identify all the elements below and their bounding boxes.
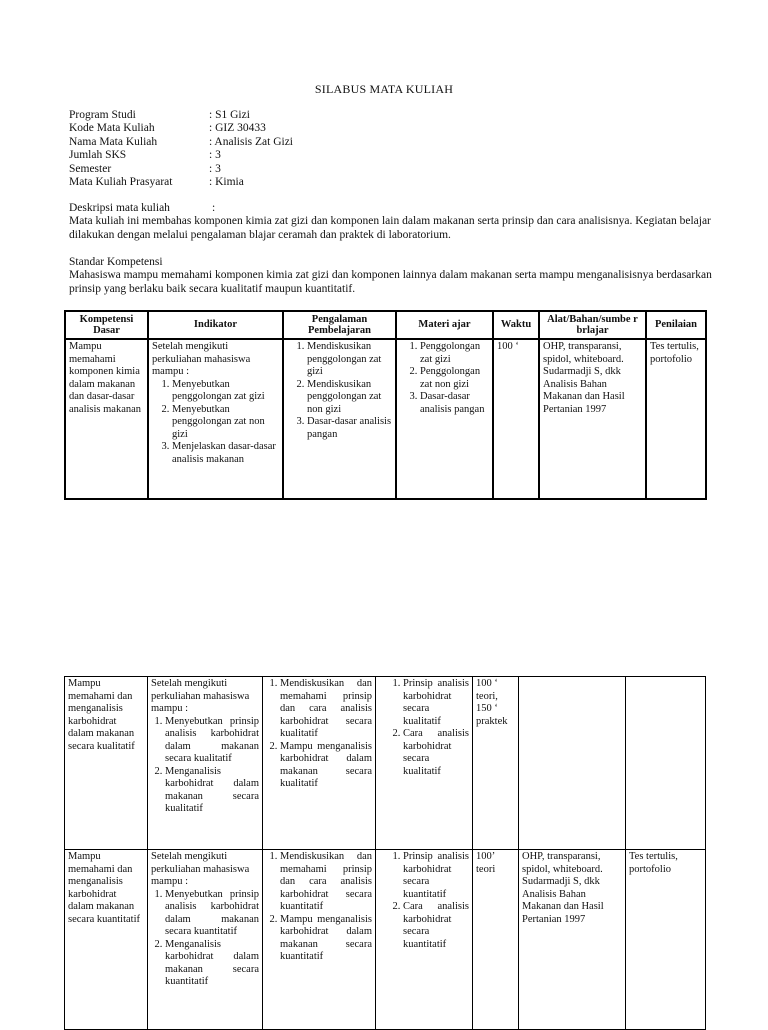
description-text: Mata kuliah ini membahas komponen kimia zat gizi dan komponen lain dalam makanan serta prinsip dan cara analisisnya. Kegiatan belajar dilakukan dengan melalui pengalaman blajar ceramah dan praktek di laboratorium. <box>69 215 711 241</box>
pengalaman-cell <box>283 339 396 499</box>
prasyarat-value: : Kimia <box>209 176 244 189</box>
list-item: 1. Mendiskusikan dan memahami prinsip dan cara analisis karbohidrat secara kualitatif <box>280 678 372 741</box>
penilaian-cell: Tes tertulis, portofolio <box>646 339 706 499</box>
header-waktu: Waktu <box>493 311 539 339</box>
list-item: 2. Menganalisis karbohidrat dalam makanan secara kualitatif <box>165 766 259 816</box>
pengalaman-list <box>266 851 372 964</box>
list-item: 1. Menyebutkan prinsip analisis karbohidrat dalam makanan secara kuantitatif <box>165 889 259 939</box>
semester-value: : 3 <box>209 162 221 175</box>
kompetensi-cell: Mampu memahami dan menganalisis karbohidrat dalam makanan secara kuantitatif <box>65 850 148 1030</box>
header-pengalaman: Pengalaman Pembelajaran <box>283 311 396 339</box>
list-item: 2. Mampu menganalisis karbohidrat dalam makanan secara kualitatif <box>280 741 372 791</box>
list-item: 2. Menyebutkan penggolongan zat non gizi <box>172 404 279 442</box>
list-item: 1. Mendiskusikan dan memahami prinsip dan cara analisis karbohidrat secara kuantitatif <box>280 851 372 914</box>
materi-cell <box>376 850 473 1030</box>
course-info-row <box>69 136 293 149</box>
alat-cell <box>519 677 626 850</box>
semester-label: Semester <box>69 162 112 175</box>
pengalaman-list <box>266 678 372 791</box>
list-item: 2. Mendiskusikan penggolongan zat non gizi <box>307 379 392 417</box>
materi-cell <box>376 677 473 850</box>
nama-value: : Analisis Zat Gizi <box>209 135 294 148</box>
list-item: 1. Prinsip analisis karbohidrat secara kuantitatif <box>403 851 469 901</box>
waktu-cell: 100 ‘ teori, 150 ‘ praktek <box>473 677 519 850</box>
list-item: 2. Cara analisis karbohidrat secara kuantitatif <box>403 901 469 951</box>
course-info-row <box>69 122 293 135</box>
indikator-cell <box>148 339 283 499</box>
list-item: 2. Mampu menganalisis karbohidrat dalam makanan secara kuantitatif <box>280 914 372 964</box>
course-info-row <box>69 149 293 162</box>
indikator-intro: Setelah mengikuti perkuliahan mahasiswa mampu : <box>151 851 250 887</box>
kode-value: : GIZ 30433 <box>209 122 266 135</box>
indikator-intro: Setelah mengikuti perkuliahan mahasiswa mampu : <box>152 341 251 377</box>
pengalaman-cell <box>263 677 376 850</box>
header-penilaian: Penilaian <box>646 311 706 339</box>
list-item: 1. Prinsip analisis karbohidrat secara kualitatif <box>403 678 469 728</box>
penilaian-cell <box>626 677 706 850</box>
waktu-cell: 100’ teori <box>473 850 519 1030</box>
kompetensi-cell: Mampu memahami dan menganalisis karbohidrat dalam makanan secara kualitatif <box>65 677 148 850</box>
description-colon: : <box>211 202 216 214</box>
sks-value: : 3 <box>209 149 221 162</box>
sks-label: Jumlah SKS <box>69 149 127 162</box>
materi-list <box>400 341 489 416</box>
list-item: 1. Mendiskusikan penggolongan zat gizi <box>307 341 392 379</box>
indikator-list <box>151 889 259 989</box>
alat-cell: OHP, transparansi, spidol, whiteboard. Sudarmadji S, dkk Analisis Bahan Makanan dan Hasil Pertanian 1997 <box>519 850 626 1030</box>
materi-list <box>379 678 469 778</box>
course-info <box>69 109 293 189</box>
list-item: 2. Cara analisis karbohidrat secara kualitatif <box>403 728 469 778</box>
list-item: 1. Menyebutkan prinsip analisis karbohidrat dalam makanan secara kualitatif <box>165 716 259 766</box>
list-item: 3. Dasar-dasar analisis pangan <box>307 416 392 441</box>
competency-text: Mahasiswa mampu memahami komponen kimia zat gizi dan komponen lainnya dalam makanan serta mampu menganalisisnya berdasarkan prinsip yang berlaku baik secara kualitatif maupun kuantitatif. <box>69 269 712 295</box>
indikator-intro: Setelah mengikuti perkuliahan mahasiswa mampu : <box>151 678 250 714</box>
list-item: 2. Menganalisis karbohidrat dalam makanan secara kuantitatif <box>165 939 259 989</box>
description-section <box>69 202 719 242</box>
indikator-list <box>151 716 259 816</box>
description-heading-text: Deskripsi mata kuliah <box>69 202 170 214</box>
pengalaman-cell <box>263 850 376 1030</box>
header-kompetensi: Kompetensi Dasar <box>65 311 148 339</box>
pengalaman-list <box>287 341 392 441</box>
waktu-cell: 100 ‘ <box>493 339 539 499</box>
page-title: SILABUS MATA KULIAH <box>314 82 454 96</box>
table-row <box>65 850 706 1030</box>
header-indikator: Indikator <box>148 311 283 339</box>
list-item: 3. Menjelaskan dasar-dasar analisis makanan <box>172 441 279 466</box>
competency-section <box>69 256 719 296</box>
alat-cell: OHP, transparansi, spidol, whiteboard. Sudarmadji S, dkk Analisis Bahan Makanan dan Hasil Pertanian 1997 <box>539 339 646 499</box>
nama-label: Nama Mata Kuliah <box>69 135 158 148</box>
prasyarat-label: Mata Kuliah Prasyarat <box>69 176 173 189</box>
description-heading <box>69 202 719 215</box>
materi-list <box>379 851 469 951</box>
penilaian-cell: Tes tertulis, portofolio <box>626 850 706 1030</box>
list-item: 1. Menyebutkan penggolongan zat gizi <box>172 379 279 404</box>
indikator-cell <box>148 850 263 1030</box>
list-item: 3. Dasar-dasar analisis pangan <box>420 391 489 416</box>
competency-heading: Standar Kompetensi <box>69 256 163 268</box>
table-header-row <box>65 311 706 339</box>
indikator-list <box>152 379 279 467</box>
table-row <box>65 677 706 850</box>
list-item: 2. Penggolongan zat non gizi <box>420 366 489 391</box>
syllabus-table-continued <box>64 676 706 1030</box>
materi-cell <box>396 339 493 499</box>
course-info-row <box>69 163 293 176</box>
header-materi: Materi ajar <box>396 311 493 339</box>
program-studi-label: Program Studi <box>69 109 136 121</box>
kompetensi-cell: Mampu memahami komponen kimia dalam makanan dan dasar-dasar analisis makanan <box>65 339 148 499</box>
list-item: 1. Penggolongan zat gizi <box>420 341 489 366</box>
course-info-row <box>69 109 293 122</box>
syllabus-table <box>64 310 707 500</box>
program-studi-value: : S1 Gizi <box>209 109 250 121</box>
kode-label: Kode Mata Kuliah <box>69 122 155 135</box>
indikator-cell <box>148 677 263 850</box>
course-info-row <box>69 176 293 189</box>
table-row <box>65 339 706 499</box>
header-alat: Alat/Bahan/sumbe r brlajar <box>539 311 646 339</box>
